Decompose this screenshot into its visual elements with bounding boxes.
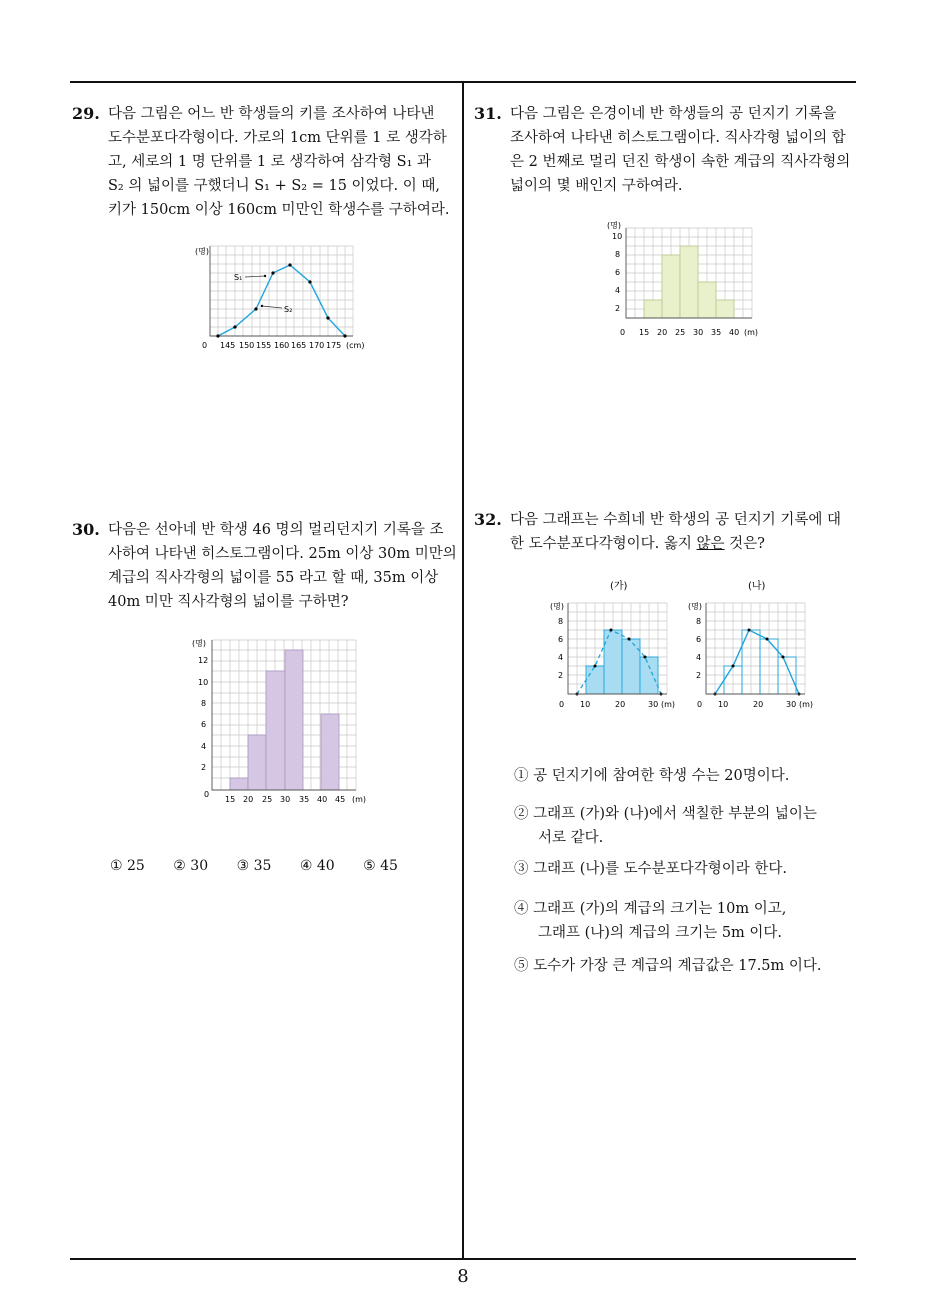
y-tick-label: 4: [558, 653, 564, 662]
x-tick-label: 20: [657, 328, 668, 337]
x-tick-label: 30: [693, 328, 704, 337]
x-tick-label: 175: [326, 341, 342, 350]
y-unit-label: (명): [192, 639, 206, 648]
question-line: 한 도수분포다각형이다. 옳지 않은 것은?: [510, 536, 765, 552]
x-tick-label: 160: [274, 341, 290, 350]
y-unit-label: (명): [550, 602, 564, 611]
y-tick-label: 10: [612, 232, 623, 241]
x-tick-label: 15: [639, 328, 650, 337]
x-tick-label: 10: [580, 700, 591, 709]
y-tick-label: 4: [696, 653, 702, 662]
question-32: [474, 508, 858, 556]
column-divider: [462, 82, 464, 1260]
origin-label: 0: [559, 700, 565, 709]
question-line: 계급의 직사각형의 넓이를 55 라고 할 때, 35m 이상: [108, 570, 439, 586]
q31-histogram: [604, 218, 774, 347]
question-number: 31.: [474, 104, 502, 123]
x-unit-label: (m): [744, 328, 759, 337]
option-line: ⑤ 도수가 가장 큰 계급의 계급값은 17.5m 이다.: [514, 958, 822, 974]
x-tick-label: 20: [753, 700, 764, 709]
y-tick-label: 8: [615, 250, 621, 259]
bottom-rule: [70, 1258, 856, 1260]
question-line: 은 2 번째로 멀리 던진 학생이 속한 계급의 직사각형의: [510, 154, 851, 170]
x-tick-label: 30: [786, 700, 797, 709]
x-tick-label: 30: [648, 700, 659, 709]
option-line: ② 그래프 (가)와 (나)에서 색칠한 부분의 넓이는: [514, 806, 817, 822]
question-29: [72, 102, 456, 222]
question-number: 32.: [474, 510, 502, 529]
y-tick-label: 6: [696, 635, 702, 644]
q32-graph-na: [686, 576, 826, 720]
choice-3[interactable]: ③ 35: [236, 858, 272, 874]
page-number: 8: [457, 1266, 469, 1287]
y-tick-label: 2: [696, 671, 702, 680]
y-tick-label: 6: [558, 635, 564, 644]
q29-frequency-polygon: [190, 240, 380, 359]
y-tick-label: 4: [615, 286, 621, 295]
q32-option-3[interactable]: [514, 857, 787, 881]
origin-label: 0: [620, 328, 626, 337]
y-tick-label: 8: [558, 617, 564, 626]
origin-label: 0: [697, 700, 703, 709]
question-text: [108, 518, 456, 614]
y-tick-label: 6: [615, 268, 621, 277]
x-tick-label: 155: [256, 341, 272, 350]
y-tick-label: 8: [696, 617, 702, 626]
q32-graph-ga: [548, 576, 688, 720]
x-tick-label: 150: [239, 341, 255, 350]
option-line: ④ 그래프 (가)의 계급의 크기는 10m 이고,: [514, 901, 787, 917]
option-line: 그래프 (나)의 계급의 크기는 5m 이다.: [538, 925, 783, 941]
question-line: 고, 세로의 1 명 단위를 1 로 생각하여 삼각형 S₁ 과: [108, 154, 432, 170]
x-tick-label: 10: [718, 700, 729, 709]
q30-answer-choices: [110, 858, 422, 874]
question-line: S₂ 의 넓이를 구했더니 S₁ + S₂ = 15 이었다. 이 때,: [108, 178, 440, 194]
choice-1[interactable]: ① 25: [110, 858, 145, 874]
question-line: 다음 그림은 은경이네 반 학생들의 공 던지기 기록을: [510, 106, 837, 122]
question-number: 30.: [72, 520, 100, 539]
x-unit-label: (m): [799, 700, 814, 709]
y-tick-label: 8: [201, 699, 207, 708]
y-tick-label: 2: [201, 763, 207, 772]
question-line: 다음 그래프는 수희네 반 학생의 공 던지기 기록에 대: [510, 512, 842, 528]
s1-label: S₁: [234, 273, 243, 282]
question-line: 키가 150cm 이상 160cm 미만인 학생수를 구하여라.: [108, 202, 450, 218]
question-line: 도수분포다각형이다. 가로의 1cm 단위를 1 로 생각하: [108, 130, 447, 146]
question-30: [72, 518, 456, 614]
origin-label: 0: [202, 341, 208, 350]
x-tick-label: 45: [335, 795, 346, 804]
y-tick-label: 6: [201, 720, 207, 729]
x-tick-label: 40: [317, 795, 328, 804]
y-unit-label: (명): [195, 247, 209, 256]
x-tick-label: 20: [615, 700, 626, 709]
q32-option-5[interactable]: [514, 954, 822, 978]
choice-2[interactable]: ② 30: [173, 858, 209, 874]
q30-histogram: [190, 634, 380, 813]
x-tick-label: 20: [243, 795, 254, 804]
choice-4[interactable]: ④ 40: [299, 858, 335, 874]
q32-option-4[interactable]: [514, 897, 786, 945]
x-unit-label: (m): [661, 700, 676, 709]
question-line: 사하여 나타낸 히스토그램이다. 25m 이상 30m 미만의: [108, 546, 457, 562]
x-unit-label: (cm): [346, 341, 365, 350]
choice-5[interactable]: ⑤ 45: [363, 858, 398, 874]
x-tick-label: 170: [309, 341, 325, 350]
graph-title: (가): [610, 581, 628, 592]
question-line: 조사하여 나타낸 히스토그램이다. 직사각형 넓이의 합: [510, 130, 846, 146]
question-number: 29.: [72, 104, 100, 123]
q32-option-1[interactable]: [514, 764, 789, 788]
question-31: [474, 102, 858, 198]
emphasis-underline: 않은: [696, 536, 725, 552]
question-text: [510, 102, 858, 198]
x-tick-label: 35: [299, 795, 310, 804]
y-tick-label: 4: [201, 742, 207, 751]
x-unit-label: (m): [352, 795, 367, 804]
y-tick-label: 10: [198, 678, 209, 687]
x-tick-label: 25: [262, 795, 273, 804]
question-text: [510, 508, 858, 556]
x-tick-label: 165: [291, 341, 307, 350]
question-text: [108, 102, 456, 222]
option-line: ③ 그래프 (나)를 도수분포다각형이라 한다.: [514, 861, 787, 877]
q32-option-2[interactable]: [514, 802, 817, 850]
x-tick-label: 15: [225, 795, 236, 804]
y-tick-label: 12: [198, 656, 209, 665]
question-line: 다음은 선아네 반 학생 46 명의 멀리던지기 기록을 조: [108, 522, 444, 538]
option-line: ① 공 던지기에 참여한 학생 수는 20명이다.: [514, 768, 790, 784]
y-unit-label: (명): [688, 602, 702, 611]
option-line: 서로 같다.: [538, 830, 604, 846]
question-line: 넓이의 몇 배인지 구하여라.: [510, 178, 683, 194]
x-tick-label: 30: [280, 795, 291, 804]
x-tick-label: 25: [675, 328, 686, 337]
question-line: 다음 그림은 어느 반 학생들의 키를 조사하여 나타낸: [108, 106, 435, 122]
y-tick-label: 2: [615, 304, 621, 313]
graph-title: (나): [748, 581, 766, 592]
x-tick-label: 145: [220, 341, 236, 350]
x-tick-label: 40: [729, 328, 740, 337]
x-tick-label: 35: [711, 328, 722, 337]
question-line: 40m 미만 직사각형의 넓이를 구하면?: [108, 594, 349, 610]
origin-label: 0: [204, 790, 210, 799]
y-tick-label: 2: [558, 671, 564, 680]
y-unit-label: (명): [607, 221, 621, 230]
s2-label: S₂: [284, 305, 293, 314]
